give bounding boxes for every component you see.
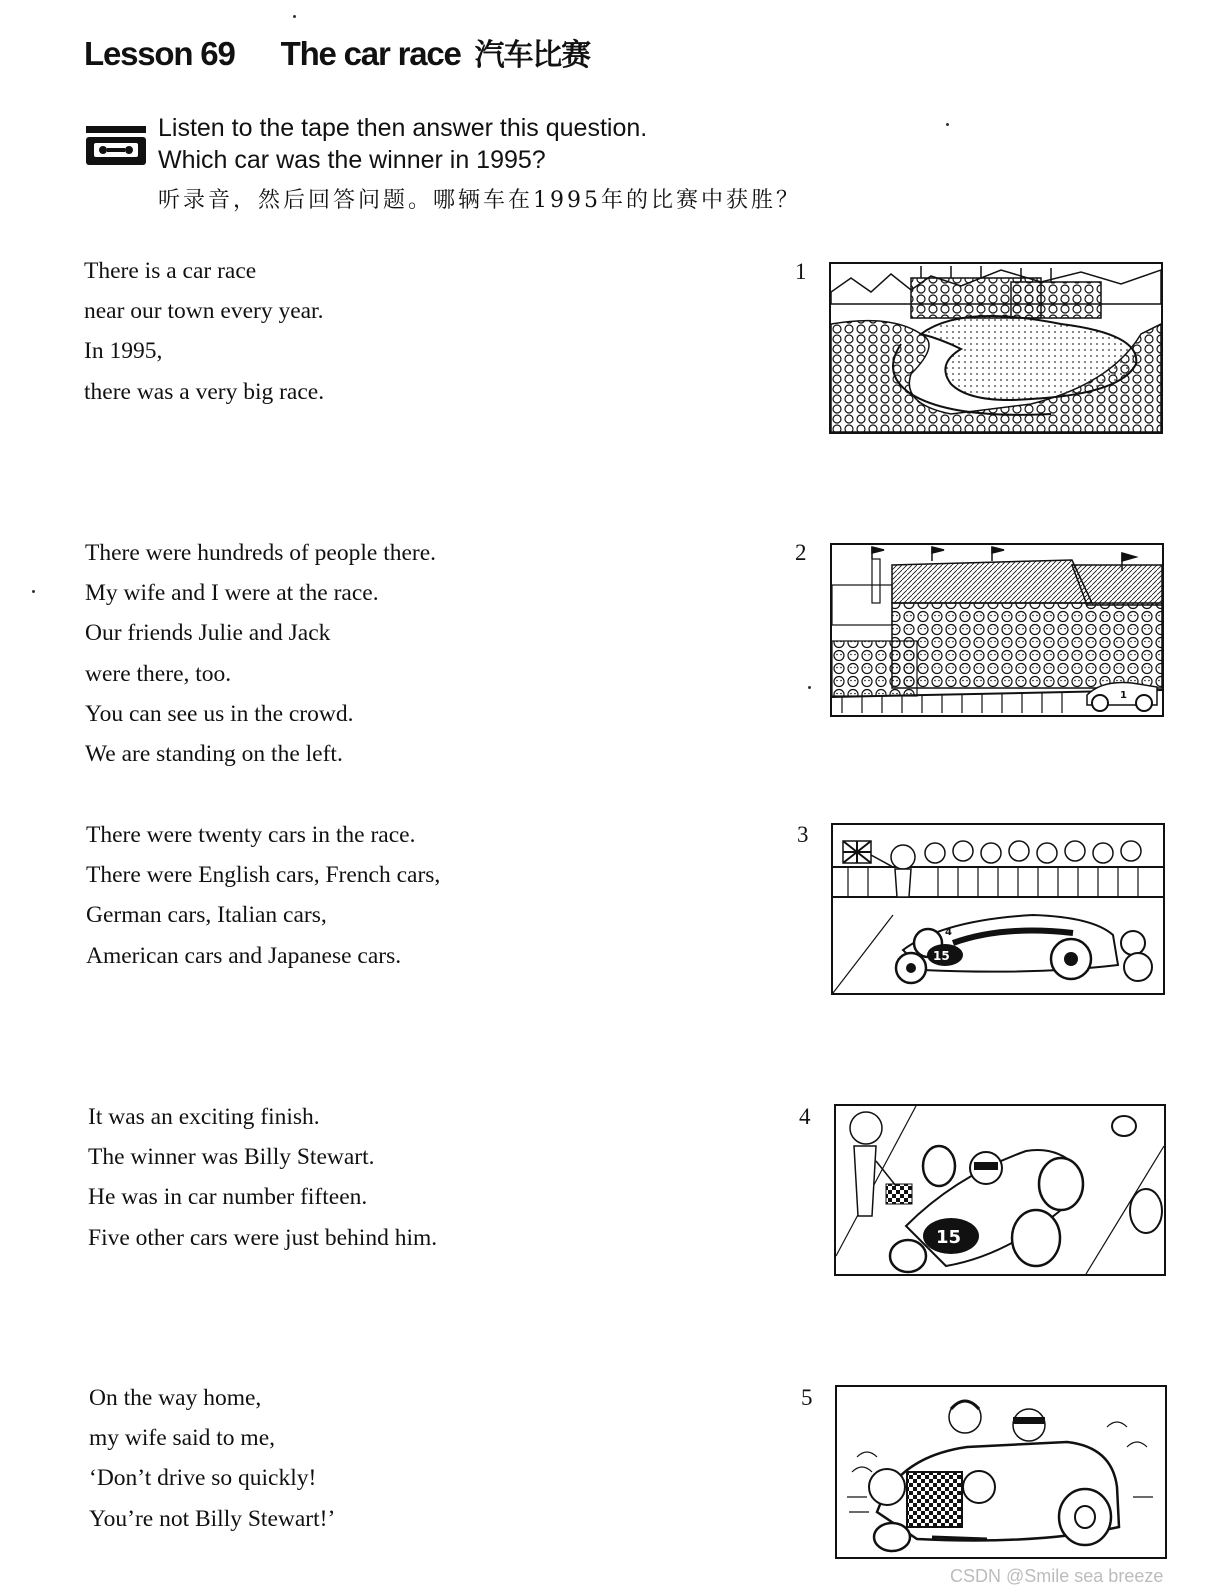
picture-number-5: 5	[801, 1385, 813, 1410]
car-number-label: 4	[945, 927, 952, 938]
picture-number-3: 3	[797, 822, 809, 847]
story-line: We are standing on the left.	[85, 741, 343, 768]
cassette-tape-icon	[84, 124, 148, 170]
story-line: were there, too.	[85, 660, 232, 687]
scan-speck	[293, 15, 296, 18]
story-line: There were English cars, French cars,	[86, 862, 441, 889]
scan-speck	[32, 590, 35, 593]
story-line: There were hundreds of people there.	[85, 540, 437, 566]
lesson-number: Lesson 69	[84, 35, 235, 72]
watermark: CSDN @Smile sea breeze	[950, 1566, 1164, 1586]
instruction-line-2: Which car was the winner in 1995?	[158, 146, 546, 174]
picture-number-2: 2	[795, 540, 807, 565]
story-paragraph-5	[89, 1378, 335, 1539]
scan-speck	[808, 686, 811, 689]
winner-car-finish-illustration	[834, 1104, 1166, 1276]
story-line: It was an exciting finish.	[88, 1104, 320, 1130]
car-number-label: 1	[1120, 690, 1127, 701]
story-line: American cars and Japanese cars.	[86, 942, 402, 969]
story-line: near our town every year.	[84, 298, 324, 325]
lesson-title	[84, 30, 590, 74]
story-line: there was a very big race.	[84, 378, 325, 405]
scan-speck	[946, 123, 949, 126]
race-track-aerial-illustration	[829, 262, 1163, 434]
instructions-en	[158, 112, 647, 176]
instruction-line-1: Listen to the tape then answer this question.	[158, 114, 648, 142]
lesson-title-cn: 汽车比赛	[474, 38, 590, 73]
story-line: He was in car number fifteen.	[88, 1184, 368, 1211]
instruction-cn: 听录音，然后回答问题。哪辆车在1995年的比赛中获胜？	[158, 188, 801, 213]
car-number-label: 15	[936, 1227, 962, 1248]
story-line: You can see us in the crowd.	[85, 700, 354, 727]
grandstand-crowd-illustration	[830, 543, 1164, 717]
car-number-label: 15	[933, 949, 950, 963]
couple-driving-home-illustration	[835, 1385, 1167, 1559]
story-line: On the way home,	[89, 1385, 262, 1411]
picture-number-4: 4	[799, 1104, 811, 1129]
story-paragraph-1	[84, 251, 324, 412]
story-line: You’re not Billy Stewart!’	[89, 1505, 336, 1532]
story-line: The winner was Billy Stewart.	[88, 1144, 375, 1171]
lesson-title-en: The car race	[280, 35, 461, 72]
story-line: There were twenty cars in the race.	[86, 822, 416, 848]
story-line: In 1995,	[84, 338, 163, 365]
story-line: Five other cars were just behind him.	[88, 1224, 438, 1251]
story-line: my wife said to me,	[89, 1425, 276, 1452]
story-paragraph-2	[85, 533, 436, 774]
story-line: Our friends Julie and Jack	[85, 620, 331, 647]
story-paragraph-3	[86, 815, 440, 976]
story-line: My wife and I were at the race.	[85, 580, 379, 607]
story-line: German cars, Italian cars,	[86, 902, 327, 929]
story-paragraph-4	[88, 1097, 437, 1258]
story-line: There is a car race	[84, 258, 257, 284]
race-start-cars-illustration	[831, 823, 1165, 995]
story-line: ‘Don’t drive so quickly!	[89, 1465, 317, 1492]
picture-number-1: 1	[795, 259, 807, 284]
